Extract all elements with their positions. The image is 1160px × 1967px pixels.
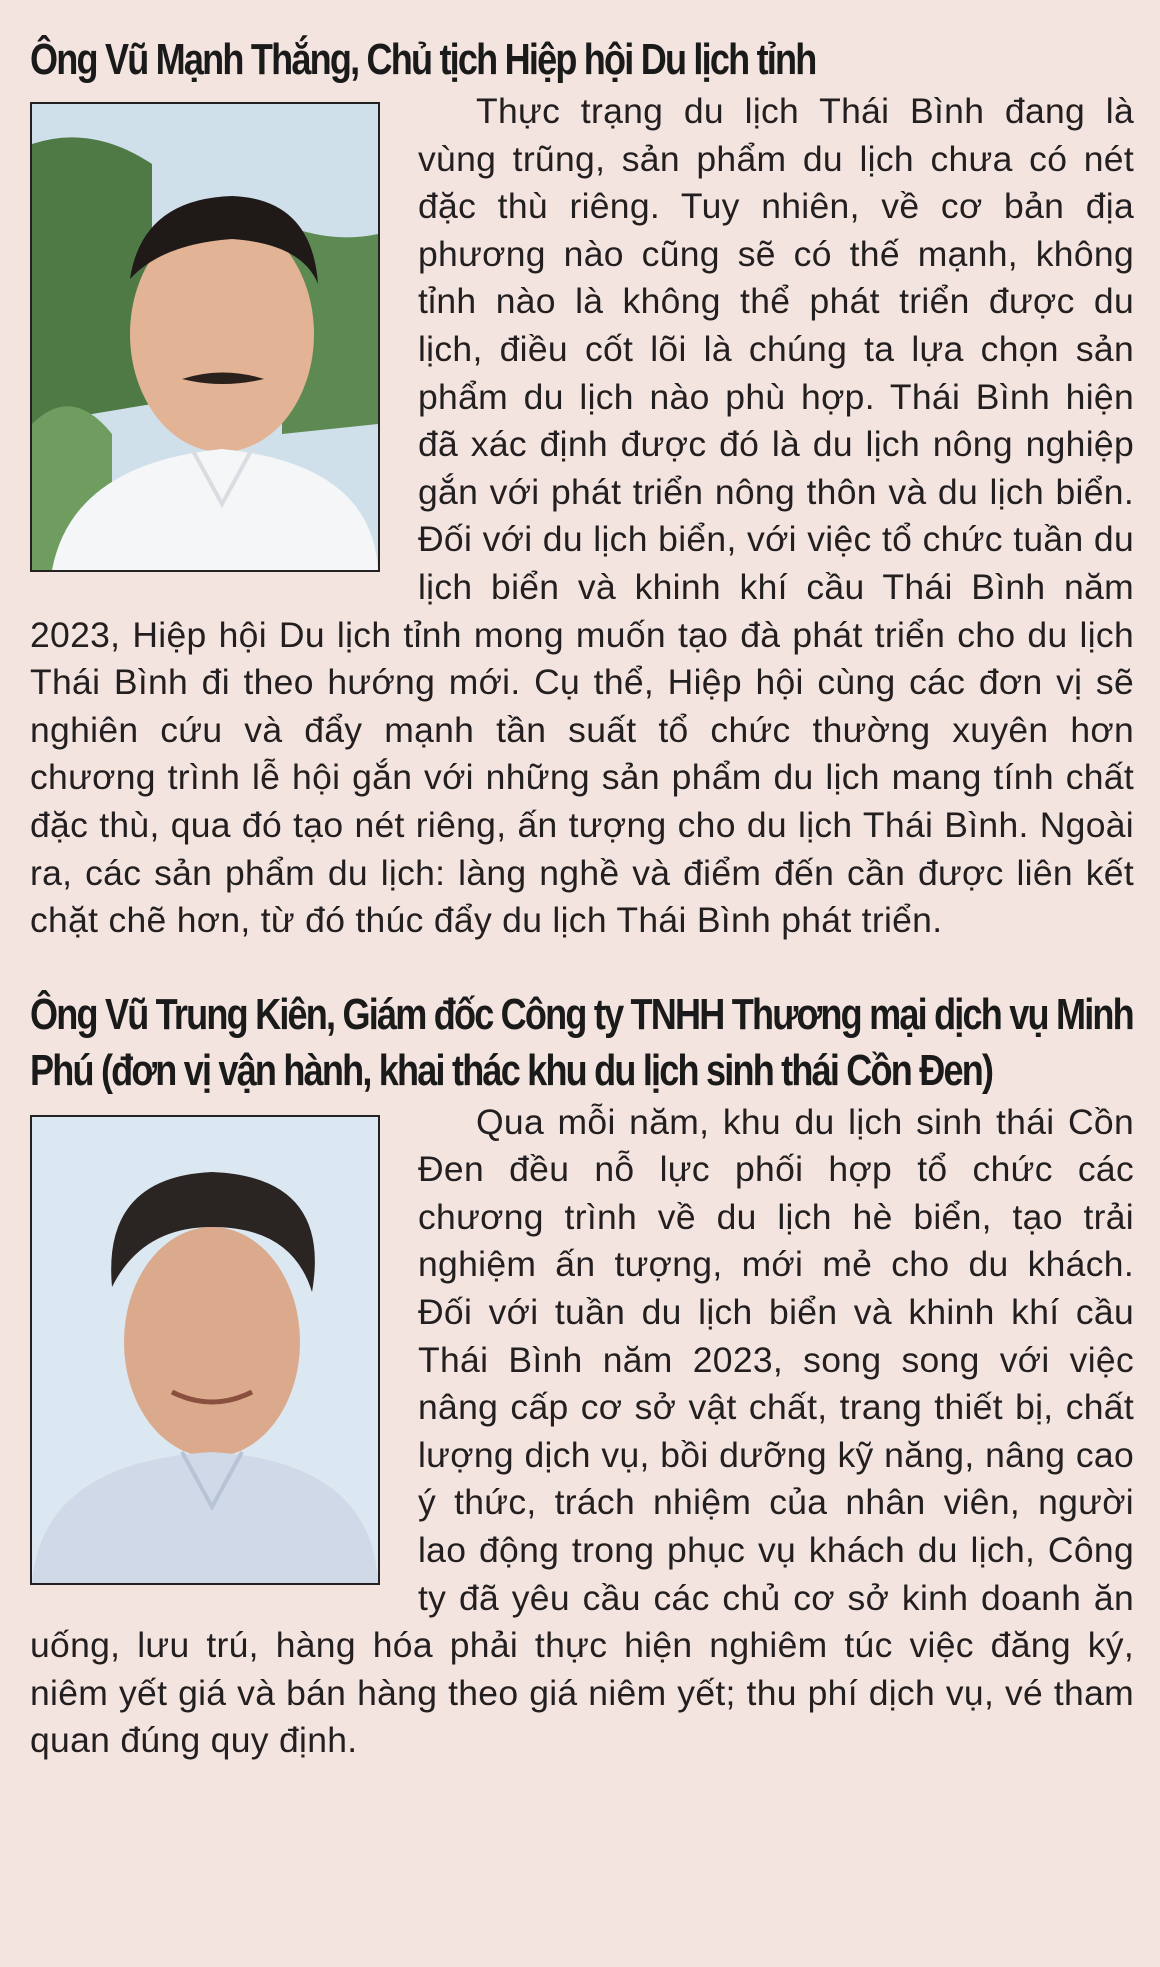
interview-section-2 — [30, 987, 1134, 1765]
portrait-illustration-icon — [32, 104, 378, 570]
portrait-photo — [30, 102, 380, 572]
body-text: Thực trạng du lịch Thái Bình đang là vùng trũng, sản phẩm du lịch chưa có nét đặc thù riêng. Tuy nhiên, về cơ bản địa phương nào cũng sẽ có thế mạnh, không tỉnh nào là không thể phát triển được du lịch, điều cốt lõi là chúng ta lựa chọn sản phẩm du lịch nào phù hợp. Thái Bình hiện đã xác định được đó là du lịch nông nghiệp gắn với phát triển nông thôn và du lịch biển. Đối với du lịch biển, với việc tổ chức tuần du lịch biển và khinh khí cầu Thái Bình năm 2023, Hiệp hội Du lịch tỉnh mong muốn tạo đà phát triển cho du lịch Thái Bình đi theo hướng mới. Cụ thể, Hiệp hội cùng các đơn vị sẽ nghiên cứu và đẩy mạnh tần suất tổ chức thường xuyên hơn chương trình lễ hội gắn với những sản phẩm du lịch mang tính chất đặc thù, qua đó tạo nét riêng, ấn tượng cho du lịch Thái Bình. Ngoài ra, các sản phẩm du lịch: làng nghề và điểm đến cần được liên kết chặt chẽ hơn, từ đó thúc đẩy du lịch Thái Bình phát triển. — [30, 91, 1134, 941]
body-text: Qua mỗi năm, khu du lịch sinh thái Cồn Đen đều nỗ lực phối hợp tổ chức các chương trình về du lịch hè biển, tạo trải nghiệm ấn tượng, mới mẻ cho du khách. Đối với tuần du lịch biển và khinh khí cầu Thái Bình năm 2023, song song với việc nâng cấp cơ sở vật chất, trang thiết bị, chất lượng dịch vụ, bồi dưỡng kỹ năng, nâng cao ý thức, trách nhiệm của nhân viên, người lao động trong phục vụ khách du lịch, Công ty đã yêu cầu các chủ cơ sở kinh doanh ăn uống, lưu trú, hàng hóa phải thực hiện nghiêm túc việc đăng ký, niêm yết giá và bán hàng theo giá niêm yết; thu phí dịch vụ, vé tham quan đúng quy định. — [30, 1101, 1134, 1761]
portrait-photo — [30, 1115, 380, 1585]
interview-section-1 — [30, 32, 1134, 945]
section-heading: Ông Vũ Mạnh Thắng, Chủ tịch Hiệp hội Du lịch tỉnh — [30, 35, 816, 84]
portrait-illustration-icon — [32, 1117, 378, 1583]
section-heading: Ông Vũ Trung Kiên, Giám đốc Công ty TNHH Thương mại dịch vụ Minh Phú (đơn vị vận hành, khai thác khu du lịch sinh thái Cồn Đen) — [30, 989, 1133, 1095]
